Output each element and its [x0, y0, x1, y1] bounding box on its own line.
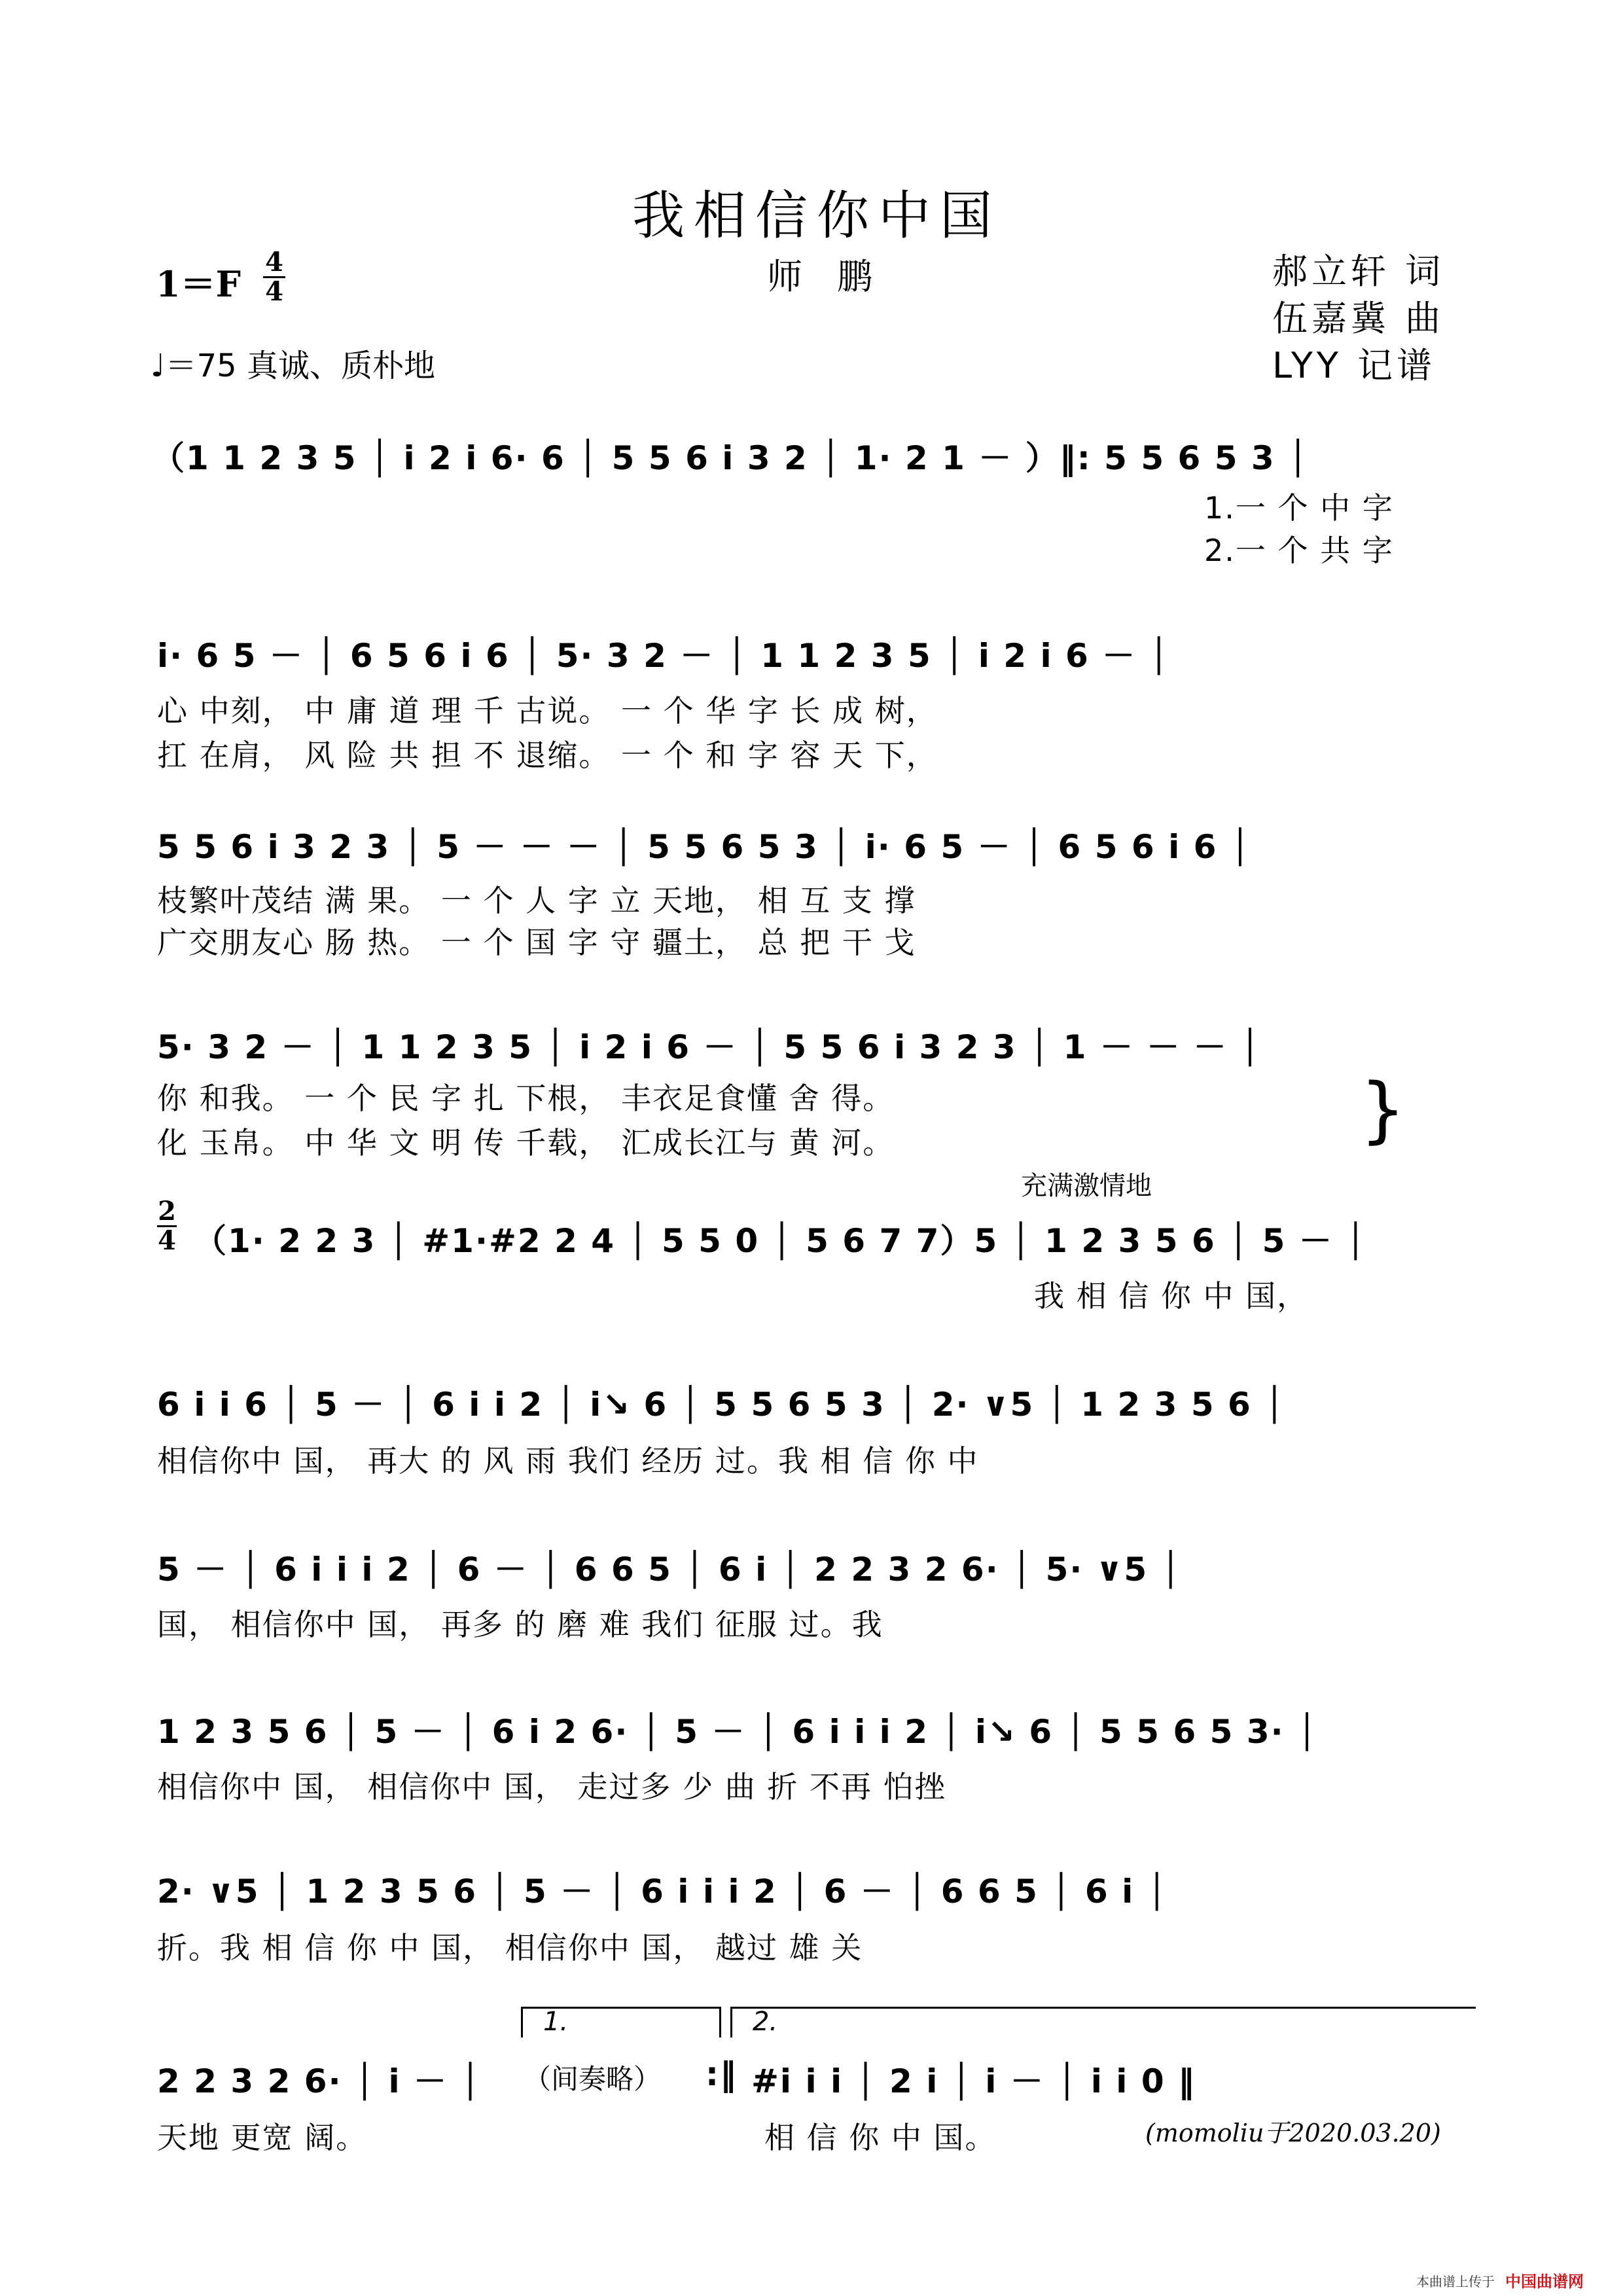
system-4-lyric-verse-2: 化 玉帛。 中 华 文 明 传 千载， 汇成长江与 黄 河。	[157, 1125, 895, 1160]
system-10-lyric-b: 相 信 你 中 国。	[764, 2120, 997, 2155]
system-2-lyric-verse-2: 扛 在肩， 风 险 共 担 不 退缩。 一 个 和 字 容 天 下，	[157, 738, 938, 773]
system-9-notation: 2· ∨5 │ 1 2 3 5 6 │ 5 － │ 6 i i i 2 │ 6 － │ 6 6 5 │ 6 i │	[157, 1873, 1168, 1910]
system-10-notation-a: 2 2 3 2 6· │ i － │	[157, 2062, 482, 2100]
system-5-notation: （1· 2 2 3 │ #1·#2 2 4 │ 5 5 0 │ 5 6 7 7）5 │ 1 2 3 5 6 │ 5 － │	[194, 1222, 1367, 1260]
singer-name: 师 鹏	[767, 256, 885, 297]
volta-bracket-2	[730, 2007, 1476, 2037]
system-1-notation: （1 1 2 3 5 │ i 2 i 6· 6 │ 5 5 6 i 3 2 │ 1· 2 1 － ）‖: 5 5 6 5 3 │	[152, 439, 1310, 477]
repeat-end-sign: :‖	[705, 2055, 738, 2093]
lyricist-credit: 郝立轩 词	[1272, 251, 1445, 292]
system-10-notation-b: #i i i │ 2 i │ i － │ i i 0 ‖	[751, 2062, 1196, 2100]
system-2-lyric-verse-1: 心 中刻， 中 庸 道 理 千 古说。 一 个 华 字 长 成 树，	[157, 693, 938, 728]
transcriber-credit: LYY 记谱	[1272, 345, 1436, 386]
footer-upload-note: 本曲谱上传于	[1416, 2274, 1495, 2289]
system-1-lyric-verse-1: 1.一 个 中 字	[1204, 490, 1394, 526]
transcriber-signature: (momoliu于2020.03.20)	[1145, 2119, 1441, 2147]
system-5-time-signature-top: 2	[158, 1196, 176, 1227]
system-8-lyric: 相信你中 国， 相信你中 国， 走过多 少 曲 折 不再 怕挫	[157, 1769, 946, 1804]
time-signature-top: 4	[265, 247, 283, 278]
system-1-lyric-verse-2: 2.一 个 共 字	[1204, 533, 1394, 568]
time-signature	[263, 247, 285, 307]
system-9-lyric: 折。我 相 信 你 中 国， 相信你中 国， 越过 雄 关	[157, 1930, 863, 1965]
system-10-lyric-a: 天地 更宽 阔。	[157, 2120, 368, 2155]
system-3-notation: 5 5 6 i 3 2 3 │ 5 － － － │ 5 5 6 5 3 │ i· 6 5 － │ 6 5 6 i 6 │	[157, 828, 1251, 866]
system-7-lyric: 国， 相信你中 国， 再多 的 磨 难 我们 征服 过。我	[157, 1607, 883, 1642]
volta-1-label: 1.	[543, 2007, 569, 2037]
system-4-notation: 5· 3 2 － │ 1 1 2 3 5 │ i 2 i 6 － │ 5 5 6 i 3 2 3 │ 1 － － － │	[157, 1028, 1262, 1066]
key-signature: 1＝F	[156, 263, 241, 305]
system-2-notation: i· 6 5 － │ 6 5 6 i 6 │ 5· 3 2 － │ 1 1 2 3 5 │ i 2 i 6 － │	[157, 637, 1170, 675]
system-3-lyric-verse-2: 广交朋友心 肠 热。 一 个 国 字 守 疆土， 总 把 干 戈	[157, 925, 916, 960]
tempo-marking: ♩＝75 真诚、质朴地	[151, 348, 435, 384]
system-5-lyric: 我 相 信 你 中 国，	[1034, 1278, 1309, 1314]
composer-credit: 伍嘉冀 曲	[1272, 298, 1445, 339]
site-logo: 中国曲谱网	[1505, 2272, 1584, 2291]
system-7-notation: 5 － │ 6 i i i 2 │ 6 － │ 6 6 5 │ 6 i │ 2 2 3 2 6· │ 5· ∨5 │	[157, 1551, 1182, 1588]
system-6-notation: 6 i i 6 │ 5 － │ 6 i i 2 │ i↘ 6 │ 5 5 6 5 3 │ 2· ∨5 │ 1 2 3 5 6 │	[157, 1386, 1286, 1424]
interlude-marker: （间奏略）	[524, 2063, 662, 2095]
system-4-lyric-verse-1: 你 和我。 一 个 民 字 扎 下根， 丰衣足食懂 舍 得。	[157, 1081, 895, 1116]
system-6-lyric: 相信你中 国， 再大 的 风 雨 我们 经历 过。我 相 信 你 中	[157, 1443, 979, 1479]
expression-marking: 充满激情地	[1021, 1171, 1152, 1201]
system-3-lyric-verse-1: 枝繁叶茂结 满 果。 一 个 人 字 立 天地， 相 互 支 撑	[157, 883, 916, 918]
system-8-notation: 1 2 3 5 6 │ 5 － │ 6 i 2 6· │ 5 － │ 6 i i i 2 │ i↘ 6 │ 5 5 6 5 3· │	[157, 1713, 1319, 1751]
system-5-time-signature	[157, 1196, 177, 1256]
song-title: 我相信你中国	[632, 185, 1001, 246]
volta-2-label: 2.	[753, 2007, 778, 2037]
system-5-time-signature-bottom: 4	[158, 1225, 176, 1256]
verse-brace: }	[1360, 1067, 1406, 1151]
time-signature-bottom: 4	[265, 276, 283, 307]
